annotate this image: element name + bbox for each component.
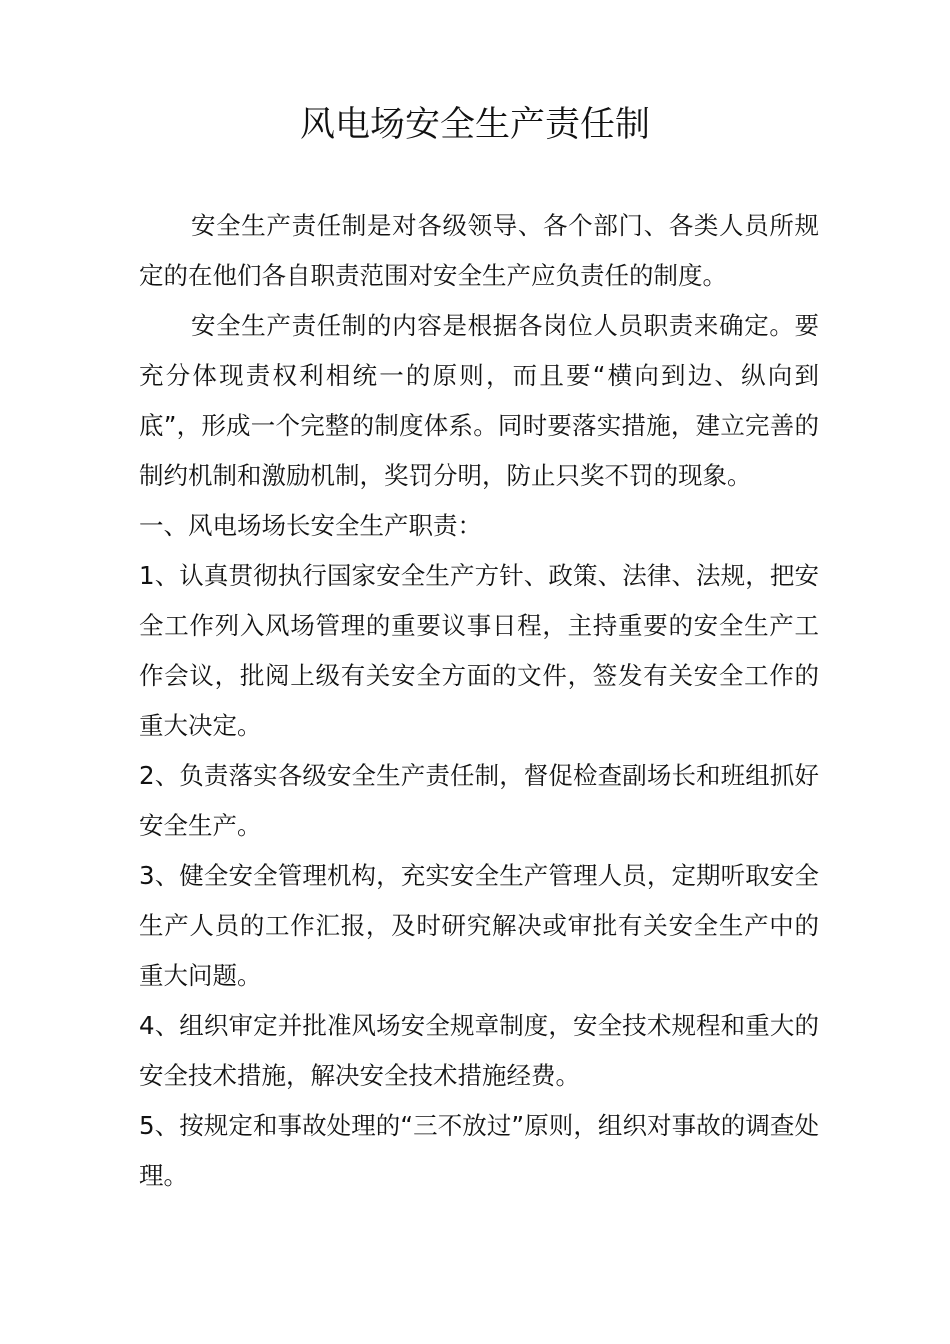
document-body	[139, 201, 819, 1201]
list-item-5: 5、按规定和事故处理的“三不放过”原则，组织对事故的调查处理。	[139, 1111, 819, 1190]
list-item-1: 1、认真贯彻执行国家安全生产方针、政策、法律、法规，把安全工作列入风场管理的重要议事日程，主持重要的安全生产工作会议，批阅上级有关安全方面的文件，签发有关安全工作的重大决定。	[139, 561, 819, 740]
paragraph-content: 安全生产责任制的内容是根据各岗位人员职责来确定。要充分体现责权利相统一的原则，而且要“横向到边、纵向到底”，形成一个完整的制度体系。同时要落实措施，建立完善的制约机制和激励机制，奖罚分明，防止只奖不罚的现象。	[139, 311, 819, 490]
paragraph-definition: 安全生产责任制是对各级领导、各个部门、各类人员所规定的在他们各自职责范围对安全生产应负责任的制度。	[139, 211, 819, 290]
list-item-2: 2、负责落实各级安全生产责任制，督促检查副场长和班组抓好安全生产。	[139, 761, 819, 840]
section-heading: 一、风电场场长安全生产职责：	[139, 511, 482, 540]
list-item-4: 4、组织审定并批准风场安全规章制度，安全技术规程和重大的安全技术措施，解决安全技术措施经费。	[139, 1011, 819, 1090]
list-item-3: 3、健全安全管理机构，充实安全生产管理人员，定期听取安全生产人员的工作汇报，及时研究解决或审批有关安全生产中的重大问题。	[139, 861, 819, 990]
document-title: 风电场安全生产责任制	[299, 105, 650, 145]
